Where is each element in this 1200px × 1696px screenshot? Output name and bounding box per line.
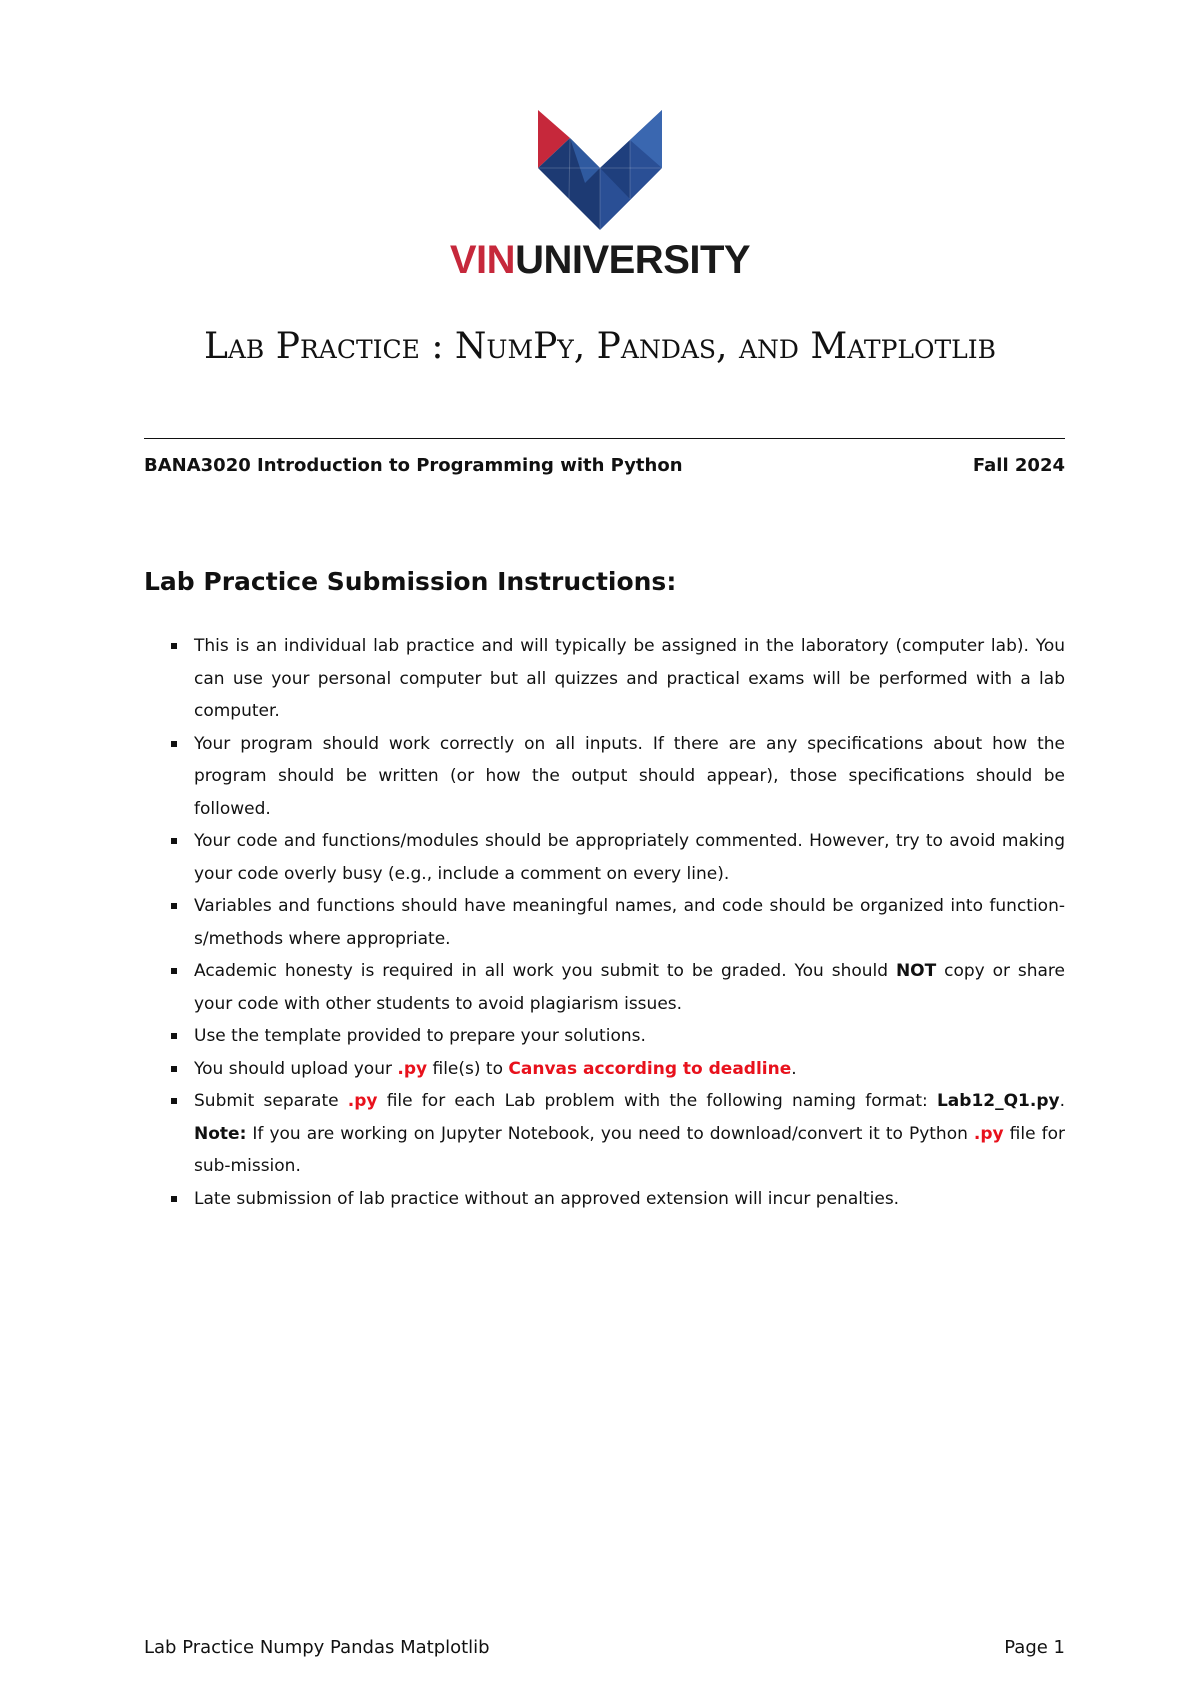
instructions-list <box>144 630 1065 1215</box>
bullet-icon <box>171 741 177 747</box>
list-item: Academic honesty is required in all work you submit to be graded. You should NOT copy or share your code with other students to avoid plagiarism issues. <box>144 955 1065 1020</box>
list-item: Variables and functions should have meaningful names, and code should be organized into function-s/methods where appropriate. <box>144 890 1065 955</box>
bullet-icon <box>171 1033 177 1039</box>
list-item: This is an individual lab practice and will typically be assigned in the laboratory (computer lab). You can use your personal computer but all quizzes and practical exams will be performed with a lab computer. <box>144 630 1065 728</box>
course-info-row <box>144 455 1065 476</box>
university-wordmark <box>0 240 1200 280</box>
bullet-icon <box>171 838 177 844</box>
page-footer <box>144 1637 1065 1658</box>
naming-format: Lab12_Q1.py <box>936 1091 1060 1111</box>
wordmark-university: UNIVERSITY <box>515 238 751 282</box>
bullet-icon <box>171 968 177 974</box>
list-item: Use the template provided to prepare your solutions. <box>144 1020 1065 1053</box>
list-item: Late submission of lab practice without an approved extension will incur penalties. <box>144 1183 1065 1216</box>
file-extension: .py <box>397 1058 428 1079</box>
bullet-icon <box>171 1066 177 1072</box>
file-extension: .py <box>973 1123 1004 1144</box>
emphasis-not: NOT <box>895 961 937 981</box>
header-divider <box>144 438 1065 439</box>
note-label: Note: <box>194 1123 247 1144</box>
vinuniversity-emblem-icon <box>538 110 662 230</box>
document-title: Lab Practice : NumPy, Pandas, and Matplotlib <box>203 326 997 367</box>
section-heading: Lab Practice Submission Instructions: <box>144 567 677 596</box>
wordmark-vin: VIN <box>449 238 516 282</box>
bullet-icon <box>171 903 177 909</box>
list-item: Your program should work correctly on all inputs. If there are any specifications about how the program should be written (or how the output should appear), those specifications should be followed. <box>144 728 1065 826</box>
file-extension: .py <box>347 1091 378 1111</box>
deadline-highlight: Canvas according to deadline <box>508 1058 792 1079</box>
list-item: Submit separate .py file for each Lab problem with the following naming format: Lab12_Q1.py. Note: If you are working on Jupyter Notebook, you need to download/convert it to Python .py file for sub-mission. <box>144 1085 1065 1183</box>
course-name: BANA3020 Introduction to Programming with Python <box>144 455 683 476</box>
list-item: You should upload your .py file(s) to Canvas according to deadline. <box>144 1053 1065 1086</box>
bullet-icon <box>171 1098 177 1104</box>
university-logo <box>0 110 1200 280</box>
course-term: Fall 2024 <box>972 455 1065 476</box>
bullet-icon <box>171 643 177 649</box>
footer-title: Lab Practice Numpy Pandas Matplotlib <box>144 1637 490 1658</box>
list-item: Your code and functions/modules should be appropriately commented. However, try to avoid making your code overly busy (e.g., include a comment on every line). <box>144 825 1065 890</box>
bullet-icon <box>171 1196 177 1202</box>
page-number: Page 1 <box>1004 1637 1065 1658</box>
